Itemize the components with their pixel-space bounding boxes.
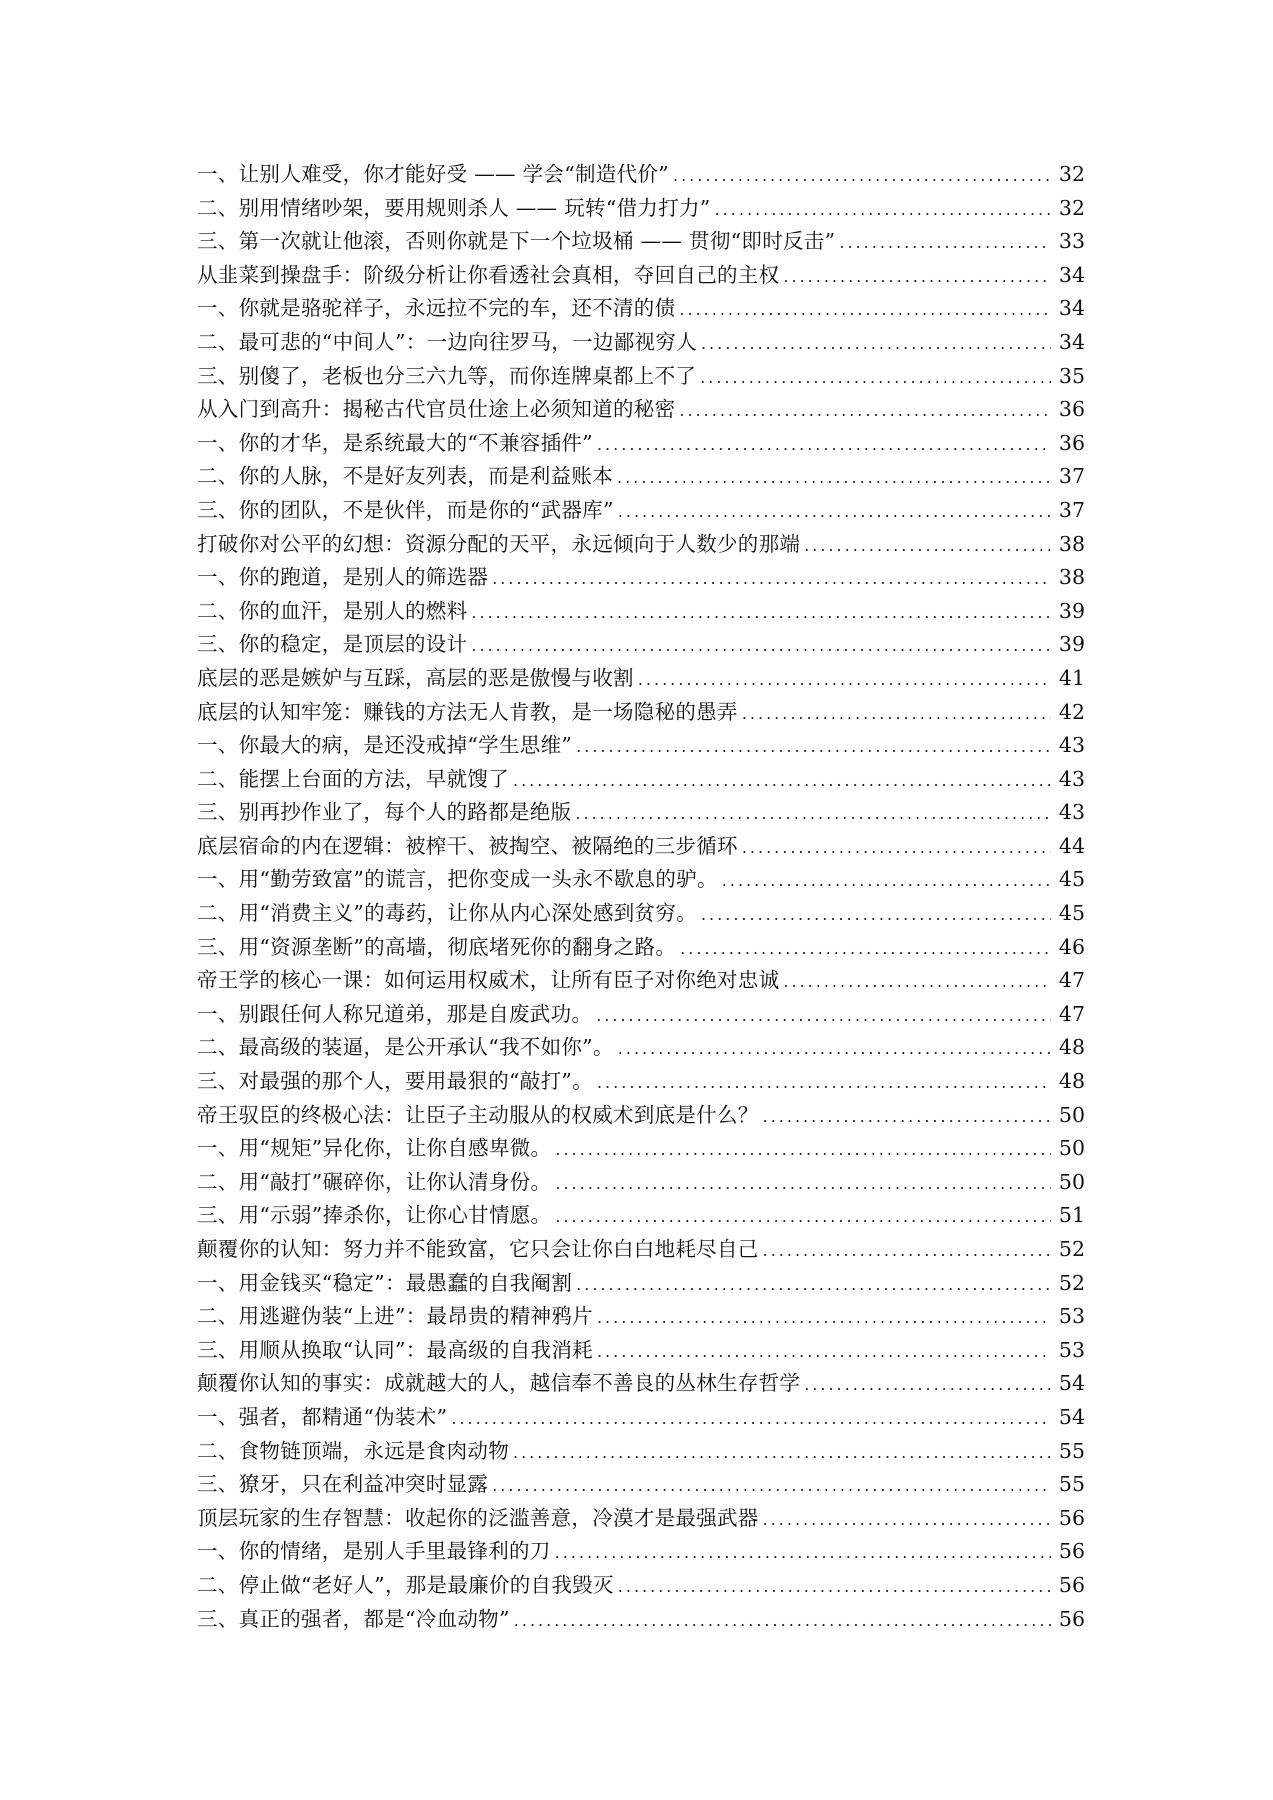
- dot-leader: [492, 1469, 1051, 1503]
- toc-entry-title: 颠覆你的认知：努力并不能致富，它只会让你白白地耗尽自己: [197, 1237, 759, 1261]
- toc-entry[interactable]: [197, 561, 1085, 595]
- dot-leader: [839, 226, 1051, 260]
- toc-entry-title: 一、用金钱买“稳定”：最愚蠢的自我阉割: [197, 1270, 573, 1295]
- toc-entry[interactable]: [197, 1569, 1085, 1603]
- toc-entry-title: 三、用“资源垄断”的高墙，彻底堵死你的翻身之路。: [197, 934, 677, 959]
- dot-leader: [804, 529, 1051, 563]
- dot-leader: [763, 1100, 1051, 1134]
- dot-leader: [618, 1570, 1051, 1604]
- toc-entry[interactable]: [197, 225, 1085, 259]
- toc-entry[interactable]: [197, 192, 1085, 226]
- toc-entry[interactable]: [197, 696, 1085, 730]
- dot-leader: [597, 428, 1051, 462]
- dot-leader: [513, 764, 1051, 798]
- toc-entry-page-number: 41: [1058, 665, 1085, 690]
- dot-leader: [763, 1503, 1051, 1537]
- toc-entry-page-number: 34: [1058, 296, 1085, 321]
- toc-entry[interactable]: [197, 1267, 1085, 1301]
- toc-entry-page-number: 50: [1058, 1169, 1085, 1194]
- toc-entry[interactable]: [197, 1535, 1085, 1569]
- toc-entry-page-number: 34: [1058, 329, 1085, 354]
- toc-entry[interactable]: [197, 1603, 1085, 1637]
- toc-entry-page-number: 52: [1058, 1270, 1085, 1295]
- toc-entry-page-number: 34: [1058, 262, 1085, 287]
- toc-entry[interactable]: [197, 427, 1085, 461]
- toc-entry-title: 三、你的稳定，是顶层的设计: [197, 632, 468, 657]
- toc-entry-title: 三、獠牙，只在利益冲突时显露: [197, 1472, 489, 1497]
- toc-entry[interactable]: [197, 1031, 1085, 1065]
- dot-leader: [617, 461, 1051, 495]
- dot-leader: [673, 159, 1051, 193]
- toc-entry-title: 三、你的团队，不是伙伴，而是你的“武器库”: [197, 497, 614, 522]
- toc-entry-page-number: 48: [1058, 1035, 1085, 1060]
- toc-entry[interactable]: [197, 998, 1085, 1032]
- dot-leader: [576, 1268, 1051, 1302]
- toc-entry[interactable]: [197, 863, 1085, 897]
- toc-entry-title: 顶层玩家的生存智慧：收起你的泛滥善意，冷漠才是最强武器: [197, 1505, 759, 1530]
- toc-entry[interactable]: [197, 1435, 1085, 1469]
- dot-leader: [701, 327, 1051, 361]
- toc-entry-title: 二、你的血汗，是别人的燃料: [197, 598, 468, 623]
- toc-entry-page-number: 32: [1058, 162, 1085, 186]
- toc-entry-title: 二、用逃避伪装“上进”：最昂贵的精神鸦片: [197, 1304, 593, 1329]
- toc-entry[interactable]: [197, 1132, 1085, 1166]
- toc-entry-title: 一、用“勤劳致富”的谎言，把你变成一头永不歇息的驴。: [197, 867, 718, 892]
- toc-entry-title: 三、用顺从换取“认同”：最高级的自我消耗: [197, 1337, 593, 1362]
- toc-entry[interactable]: [197, 259, 1085, 293]
- toc-entry-page-number: 56: [1058, 1505, 1085, 1530]
- toc-entry-page-number: 56: [1058, 1606, 1085, 1631]
- toc-entry-page-number: 47: [1058, 968, 1085, 993]
- dot-leader: [701, 898, 1051, 932]
- toc-entry[interactable]: [197, 494, 1085, 528]
- toc-entry-title: 一、你的才华，是系统最大的“不兼容插件”: [197, 430, 593, 455]
- toc-entry-title: 一、你就是骆驼祥子，永远拉不完的车，还不清的债: [197, 296, 676, 321]
- dot-leader: [638, 663, 1051, 697]
- toc-entry-page-number: 55: [1058, 1472, 1085, 1497]
- toc-entry-page-number: 56: [1058, 1539, 1085, 1564]
- toc-entry-title: 一、你的跑道，是别人的筛选器: [197, 565, 489, 590]
- toc-entry[interactable]: [197, 1065, 1085, 1099]
- toc-entry-page-number: 56: [1058, 1572, 1085, 1597]
- toc-entry-page-number: 42: [1058, 699, 1085, 724]
- toc-entry-title: 二、别用情绪吵架，要用规则杀人 —— 玩转“借力打力”: [197, 195, 711, 220]
- toc-entry-title: 帝王驭臣的终极心法：让臣子主动服从的权威术到底是什么？: [197, 1102, 759, 1127]
- toc-entry[interactable]: [197, 1166, 1085, 1200]
- dot-leader: [783, 260, 1051, 294]
- dot-leader: [596, 999, 1051, 1033]
- dot-leader: [555, 1133, 1051, 1167]
- dot-leader: [576, 730, 1051, 764]
- dot-leader: [597, 1066, 1051, 1100]
- toc-entry[interactable]: [197, 729, 1085, 763]
- toc-entry-title: 底层的认知牢笼：赚钱的方法无人肯教，是一场隐秘的愚弄: [197, 699, 738, 724]
- toc-entry-title: 二、最高级的装逼，是公开承认“我不如你”。: [197, 1035, 614, 1060]
- toc-entry[interactable]: [197, 931, 1085, 965]
- toc-entry[interactable]: [197, 763, 1085, 797]
- dot-leader: [492, 562, 1051, 596]
- toc-entry-page-number: 48: [1058, 1069, 1085, 1094]
- dot-leader: [451, 1402, 1051, 1436]
- toc-entry[interactable]: [197, 460, 1085, 494]
- toc-entry[interactable]: [197, 1233, 1085, 1267]
- toc-entry-title: 三、第一次就让他滚，否则你就是下一个垃圾桶 —— 贯彻“即时反击”: [197, 229, 836, 254]
- dot-leader: [471, 629, 1051, 663]
- toc-entry-page-number: 53: [1058, 1337, 1085, 1362]
- toc-entry-title: 一、用“规矩”异化你，让你自感卑微。: [197, 1136, 552, 1161]
- toc-entry-title: 一、别跟任何人称兄道弟，那是自废武功。: [197, 1001, 593, 1026]
- toc-entry[interactable]: [197, 158, 1085, 192]
- dot-leader: [597, 1301, 1051, 1335]
- toc-entry-page-number: 45: [1058, 901, 1085, 926]
- toc-entry-title: 二、你的人脉，不是好友列表，而是利益账本: [197, 464, 613, 489]
- toc-entry-page-number: 36: [1058, 397, 1085, 422]
- toc-entry-page-number: 43: [1058, 766, 1085, 791]
- toc-entry-title: 二、最可悲的“中间人”：一边向往罗马，一边鄙视穷人: [197, 329, 697, 354]
- toc-entry-page-number: 32: [1058, 195, 1085, 220]
- toc-entry[interactable]: [197, 964, 1085, 998]
- toc-entry[interactable]: [197, 1099, 1085, 1133]
- toc-entry-page-number: 37: [1058, 464, 1085, 489]
- dot-leader: [700, 361, 1051, 395]
- toc-entry-title: 打破你对公平的幻想：资源分配的天平，永远倾向于人数少的那端: [197, 531, 801, 556]
- toc-entry-page-number: 36: [1058, 430, 1085, 455]
- dot-leader: [514, 1604, 1051, 1638]
- toc-entry-title: 颠覆你认知的事实：成就越大的人，越信奉不善良的丛林生存哲学: [197, 1371, 801, 1396]
- toc-entry-title: 一、让别人难受，你才能好受 —— 学会“制造代价”: [197, 162, 669, 186]
- toc-entry-title: 帝王学的核心一课：如何运用权威术，让所有臣子对你绝对忠诚: [197, 968, 780, 993]
- toc-entry-page-number: 43: [1058, 733, 1085, 758]
- dot-leader: [471, 596, 1051, 630]
- dot-leader: [575, 797, 1051, 831]
- dot-leader: [679, 293, 1051, 327]
- dot-leader: [722, 864, 1051, 898]
- toc-entry-title: 一、你的情绪，是别人手里最锋利的刀: [197, 1539, 551, 1564]
- toc-entry-page-number: 55: [1058, 1438, 1085, 1463]
- toc-entry-page-number: 44: [1058, 833, 1085, 858]
- toc-entry[interactable]: [197, 528, 1085, 562]
- toc-entry[interactable]: [197, 897, 1085, 931]
- toc-entry[interactable]: [197, 393, 1085, 427]
- dot-leader: [742, 697, 1051, 731]
- toc-entry-title: 二、停止做“老好人”，那是最廉价的自我毁灭: [197, 1572, 614, 1597]
- toc-entry-title: 二、食物链顶端，永远是食肉动物: [197, 1438, 509, 1463]
- toc-entry[interactable]: [197, 360, 1085, 394]
- toc-entry-page-number: 46: [1058, 934, 1085, 959]
- dot-leader: [804, 1368, 1051, 1402]
- toc-entry[interactable]: [197, 1300, 1085, 1334]
- toc-entry-title: 二、用“敲打”碾碎你，让你认清身份。: [197, 1169, 552, 1194]
- toc-entry[interactable]: [197, 662, 1085, 696]
- toc-entry[interactable]: [197, 628, 1085, 662]
- toc-entry[interactable]: [197, 1401, 1085, 1435]
- toc-entry-page-number: 38: [1058, 531, 1085, 556]
- table-of-contents: [197, 158, 1085, 1636]
- toc-entry[interactable]: [197, 326, 1085, 360]
- toc-entry[interactable]: [197, 1334, 1085, 1368]
- toc-entry-page-number: 54: [1058, 1371, 1085, 1396]
- toc-entry-page-number: 38: [1058, 565, 1085, 590]
- toc-entry[interactable]: [197, 796, 1085, 830]
- toc-entry-page-number: 50: [1058, 1136, 1085, 1161]
- dot-leader: [742, 831, 1051, 865]
- toc-entry-title: 底层宿命的内在逻辑：被榨干、被掏空、被隔绝的三步循环: [197, 833, 738, 858]
- toc-entry-title: 一、强者，都精通“伪装术”: [197, 1404, 448, 1429]
- toc-entry-page-number: 39: [1058, 632, 1085, 657]
- toc-entry-title: 底层的恶是嫉妒与互踩，高层的恶是傲慢与收割: [197, 665, 634, 690]
- dot-leader: [597, 1335, 1051, 1369]
- dot-leader: [783, 965, 1051, 999]
- toc-entry[interactable]: [197, 1199, 1085, 1233]
- toc-entry[interactable]: [197, 1502, 1085, 1536]
- dot-leader: [679, 394, 1051, 428]
- toc-entry-title: 二、能摆上台面的方法，早就馊了: [197, 766, 509, 791]
- toc-entry[interactable]: [197, 1367, 1085, 1401]
- toc-entry-page-number: 39: [1058, 598, 1085, 623]
- toc-entry-title: 三、别傻了，老板也分三六九等，而你连牌桌都上不了: [197, 363, 697, 388]
- toc-entry-title: 二、用“消费主义”的毒药，让你从内心深处感到贫穷。: [197, 901, 697, 926]
- toc-entry-page-number: 50: [1058, 1102, 1085, 1127]
- dot-leader: [715, 193, 1051, 227]
- dot-leader: [555, 1167, 1051, 1201]
- toc-entry-page-number: 51: [1058, 1203, 1085, 1228]
- toc-entry-page-number: 43: [1058, 800, 1085, 825]
- dot-leader: [555, 1200, 1051, 1234]
- toc-entry-page-number: 53: [1058, 1304, 1085, 1329]
- dot-leader: [680, 932, 1051, 966]
- dot-leader: [555, 1536, 1051, 1570]
- toc-entry[interactable]: [197, 292, 1085, 326]
- toc-entry-page-number: 54: [1058, 1404, 1085, 1429]
- toc-entry-title: 一、你最大的病，是还没戒掉“学生思维”: [197, 733, 573, 758]
- toc-entry[interactable]: [197, 1468, 1085, 1502]
- toc-entry-title: 三、对最强的那个人，要用最狠的“敲打”。: [197, 1069, 593, 1094]
- toc-entry-title: 三、用“示弱”捧杀你，让你心甘情愿。: [197, 1203, 552, 1228]
- toc-entry-title: 三、真正的强者，都是“冷血动物”: [197, 1606, 510, 1631]
- toc-entry[interactable]: [197, 595, 1085, 629]
- toc-entry[interactable]: [197, 830, 1085, 864]
- toc-entry-title: 从韭菜到操盘手：阶级分析让你看透社会真相，夺回自己的主权: [197, 262, 780, 287]
- toc-entry-title: 三、别再抄作业了，每个人的路都是绝版: [197, 800, 572, 825]
- toc-entry-page-number: 45: [1058, 867, 1085, 892]
- toc-entry-page-number: 35: [1058, 363, 1085, 388]
- toc-entry-page-number: 52: [1058, 1237, 1085, 1261]
- dot-leader: [513, 1436, 1051, 1470]
- dot-leader: [618, 495, 1051, 529]
- toc-entry-page-number: 33: [1058, 229, 1085, 254]
- dot-leader: [618, 1032, 1051, 1066]
- toc-entry-title: 从入门到高升：揭秘古代官员仕途上必须知道的秘密: [197, 397, 676, 422]
- toc-entry-page-number: 37: [1058, 497, 1085, 522]
- toc-entry-page-number: 47: [1058, 1001, 1085, 1026]
- dot-leader: [763, 1234, 1051, 1268]
